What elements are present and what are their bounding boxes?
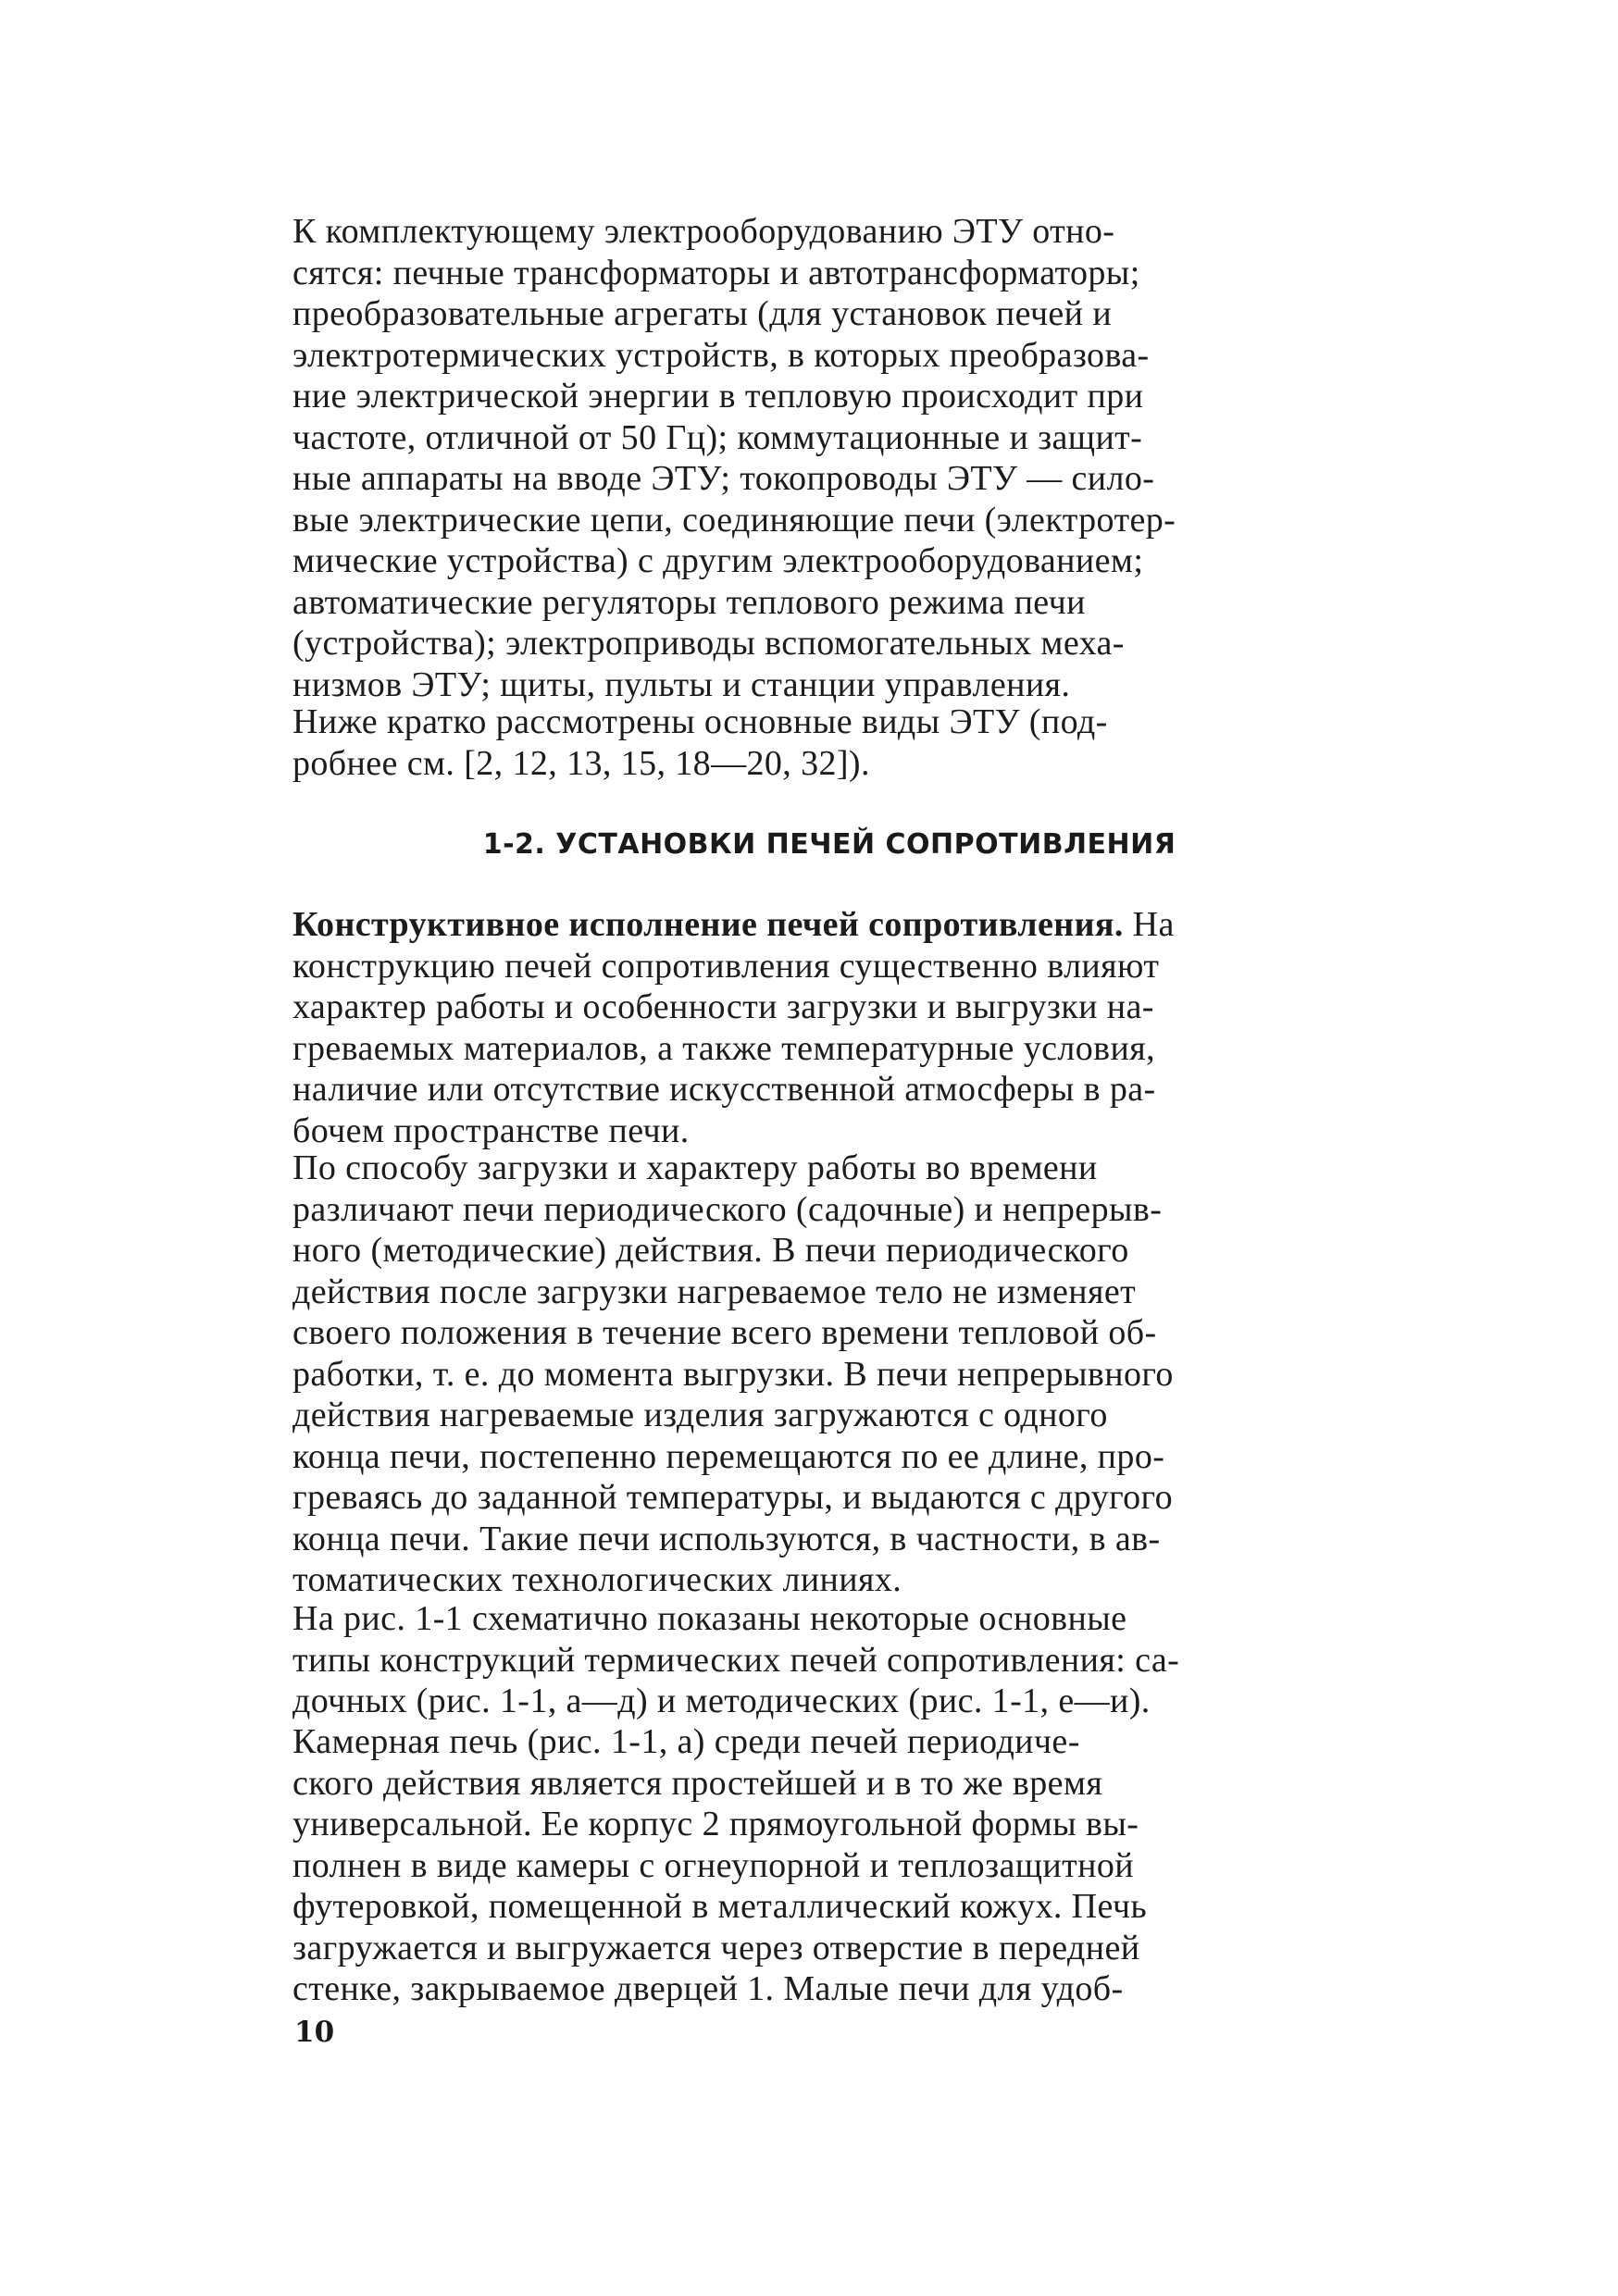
page-number: 10	[294, 2016, 335, 2049]
section-heading: 1-2. УСТАНОВКИ ПЕЧЕЙ СОПРОТИВЛЕНИЯ	[482, 828, 1176, 861]
paragraph-furnace-types: По способу загрузки и характеру работы во времени различают печи периодического (садочные) и непрерыв- ного (методические) действия. В печи периодического действия после загрузки нагреваемое тело не изменяет своего положения в течение всего времени тепловой об- работки, т. е. до момента выгрузки. В печи непрерывного действия нагреваемые изделия загружаются с одного конца печи, постепенно перемещаются по ее длине, про- греваясь до заданной температуры, и выдаются с другого конца печи. Такие печи используются, в частности, в ав- томатических технологических линиях.	[292, 1148, 1174, 1599]
paragraph-figure-reference: На рис. 1-1 схематично показаны некоторые основные типы конструкций термических печей сопротивления: са- дочных (рис. 1-1, а—д) и методических (рис. 1-1, е—и).	[292, 1599, 1180, 1720]
paragraph-chamber-furnace: Камерная печь (рис. 1-1, а) среди печей периодиче- ского действия является простейшей и в то же время универсальной. Ее корпус 2 прямоугольной формы вы- полнен в виде камеры с огнеупорной и теплозащитной футеровкой, помещенной в металлический кожух. Печь загружается и выгружается через отверстие в передней стенке, закрываемое дверцей 1. Малые печи для удоб-	[292, 1722, 1148, 2008]
paragraph-etu-overview: Ниже кратко рассмотрены основные виды ЭТУ (под- робнее см. [2, 12, 13, 15, 18—20, 32]).	[292, 702, 1108, 783]
paragraph-etu-equipment: К комплектующему электрооборудованию ЭТУ отно- сятся: печные трансформаторы и автотрансформаторы; преобразовательные агрегаты (для установок печей и электротермических устройств, в которых преобразова- ние электрической энергии в тепловую происходит при частоте, отличной от 50 Гц); коммутационные и защит- ные аппараты на вводе ЭТУ; токопроводы ЭТУ — сило- вые электрические цепи, соединяющие печи (электротер- мические устройства) с другим электрооборудованием; автоматические регуляторы теплового режима печи (устройства); электроприводы вспомогательных меха- низмов ЭТУ; щиты, пульты и станции управления.	[292, 212, 1176, 704]
paragraph-lead-title: Конструктивное исполнение печей сопротивления.	[292, 905, 1124, 944]
paragraph-furnace-design	[292, 904, 1366, 1151]
paragraph-body: На конструкцию печей сопротивления существенно влияют характер работы и особенности загрузки и выгрузки на- греваемых материалов, а также температурные условия, наличие или отсутствие искусственной атмосферы в ра- бочем пространстве печи.	[292, 905, 1175, 1150]
